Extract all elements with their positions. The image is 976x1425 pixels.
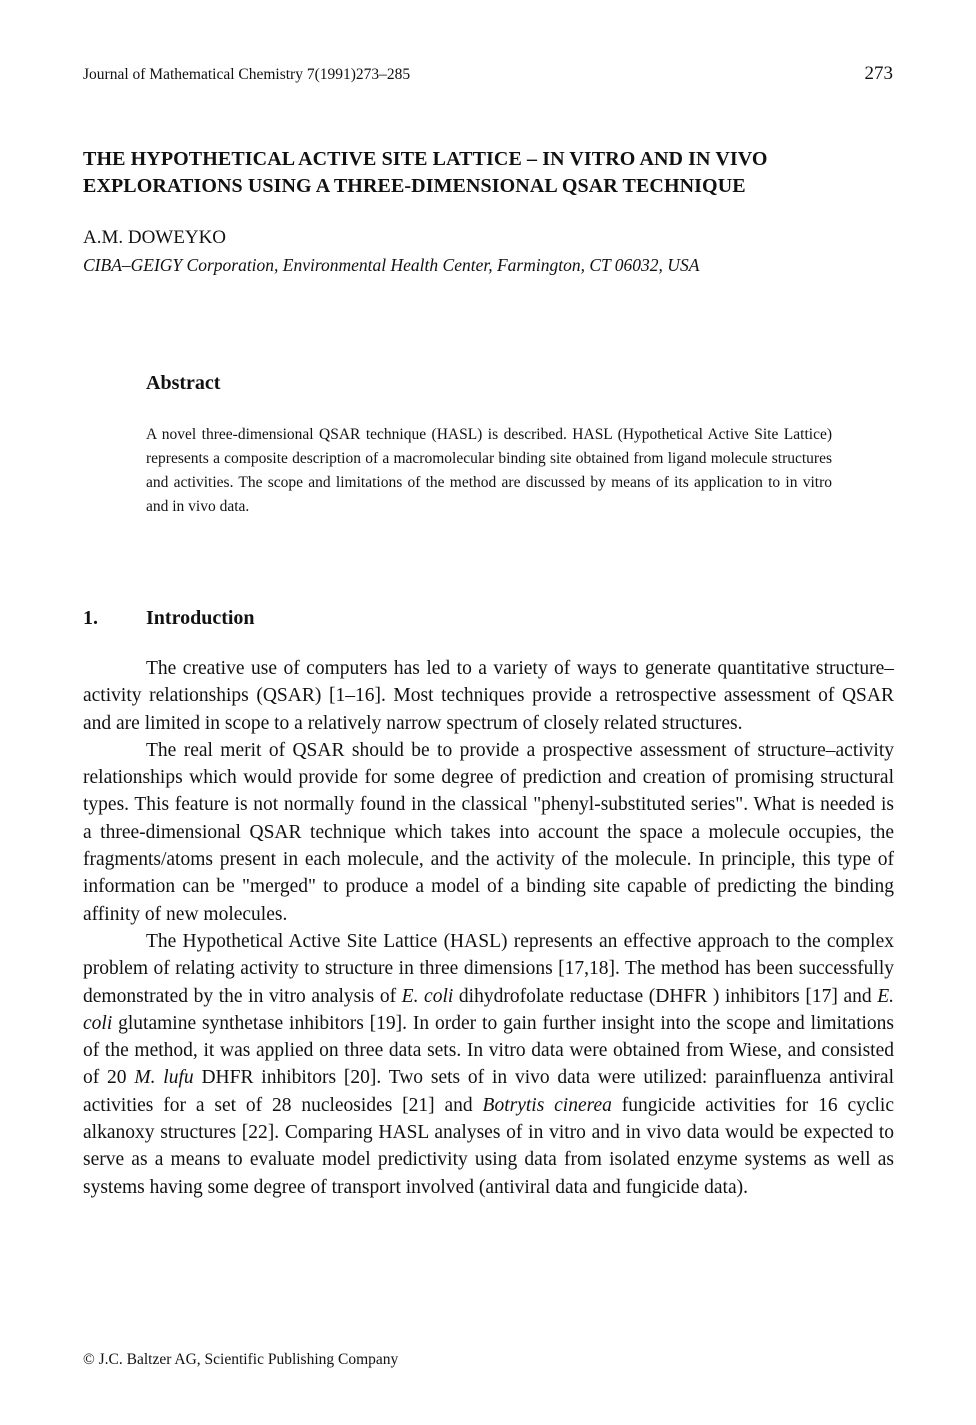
- affiliation: CIBA–GEIGY Corporation, Environmental Health Center, Farmington, CT 06032, USA: [83, 255, 700, 275]
- article-title: [83, 146, 913, 200]
- abstract-text: A novel three-dimensional QSAR technique (HASL) is described. HASL (Hypothetical Active Site Lattice) represents a composite description of a macromolecular binding site obtained from ligand molecule structures and activities. The scope and limitations of the method are discussed by means of its application to in vitro and in vivo data.: [146, 426, 832, 515]
- section-title: Introduction: [146, 607, 255, 629]
- title-line-2: EXPLORATIONS USING A THREE-DIMENSIONAL QSAR TECHNIQUE: [83, 175, 746, 197]
- running-head: Journal of Mathematical Chemistry 7(1991)273–285: [83, 66, 411, 83]
- p3-text-c: glutamine synthetase inhibitors [19]. In order to gain further insight into the scope and limitations of the method, it was applied on three data sets. In vitro data were obtained from Wiese, and consisted of 20: [83, 1012, 894, 1089]
- paragraph-1: The creative use of computers has led to a variety of ways to generate quantitative structure–activity relationships (QSAR) [1–16]. Most techniques provide a retrospective assessment of QSAR and are limited in scope to a relatively narrow spectrum of closely related structures.: [83, 658, 894, 734]
- p3-text-e: fungicide activities for 16 cyclic alkanoxy structures [22]. Comparing HASL analyses of in vitro and in vivo data would be expected to serve as a means to evaluate model predictivity using data from isolated enzyme systems as well as systems having some degree of transport involved (antiviral data and fungicide data).: [83, 1094, 894, 1198]
- species-botrytis: Botrytis cinerea: [482, 1094, 612, 1116]
- p3-text-a: The Hypothetical Active Site Lattice (HASL) represents an effective approach to the complex problem of relating activity to structure in three dimensions [17,18]. The method has been successfully demonstrated by the in vitro analysis of: [83, 930, 894, 1007]
- p3-text-d: DHFR inhibitors [20]. Two sets of in vivo data were utilized: parainfluenza antiviral activities for a set of 28 nucleosides [21] and: [83, 1067, 894, 1116]
- title-line-1: THE HYPOTHETICAL ACTIVE SITE LATTICE – IN VITRO AND IN VIVO: [83, 148, 768, 170]
- paragraph-3: [83, 928, 894, 1201]
- abstract-heading: Abstract: [146, 372, 221, 394]
- p3-text-b: dihydrofolate reductase (DHFR ) inhibitors [17] and: [453, 985, 878, 1007]
- section-heading: [83, 607, 255, 630]
- section-body: [83, 655, 894, 1201]
- species-mlufu: M. lufu: [134, 1067, 194, 1089]
- species-ecoli-1: E. coli: [401, 985, 454, 1007]
- copyright-footer: © J.C. Baltzer AG, Scientific Publishing Company: [83, 1351, 399, 1368]
- section-number: 1.: [83, 607, 98, 629]
- species-ecoli-2: E. coli: [83, 985, 895, 1034]
- author: A.M. DOWEYKO: [83, 227, 227, 248]
- paragraph-2: The real merit of QSAR should be to provide a prospective assessment of structure–activity relationships which would provide for some degree of prediction and creation of promising structural types. This feature is not normally found in the classical "phenyl-substituted series". What is needed is a three-dimensional QSAR technique which takes into account the space a molecule occupies, the fragments/atoms present in each molecule, and the activity of the molecule. In principle, this type of information can be "merged" to produce a model of a binding site capable of predicting the binding affinity of new molecules.: [83, 739, 894, 925]
- page-number: 273: [864, 63, 893, 84]
